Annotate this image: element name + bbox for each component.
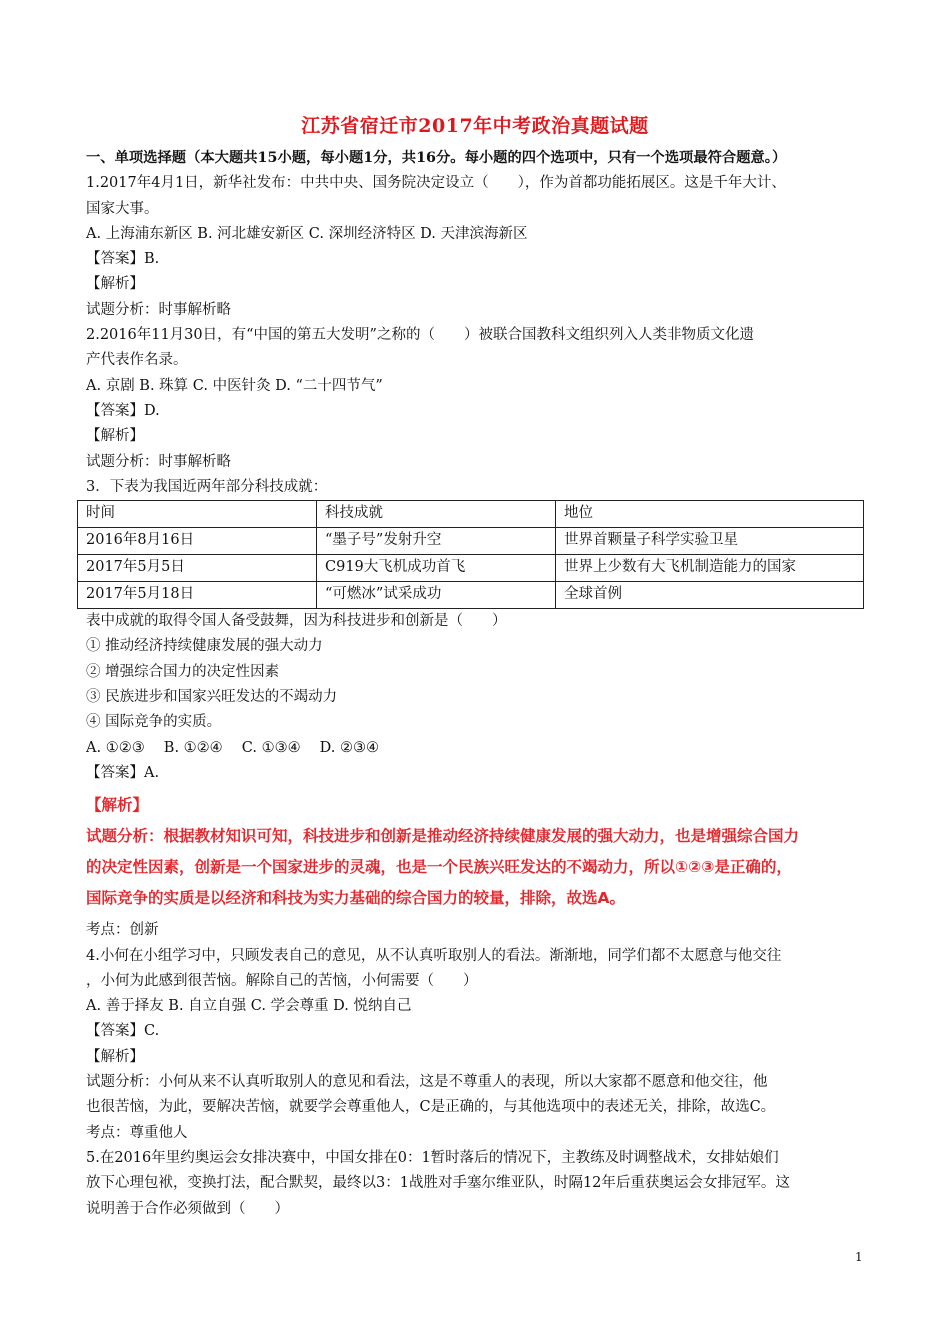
q2-analysis: 试题分析：时事解析略 [86,453,231,470]
q3-stem: 3．下表为我国近两年部分科技成就： [86,478,328,495]
table-header-row [78,501,864,528]
table-cell: “墨子号”发射升空 [317,528,556,555]
tech-achievements-table [77,500,864,609]
table-row [78,555,864,582]
table-cell: 2016年8月16日 [78,528,317,555]
q4-stem-line2: ，小何为此感到很苦恼。解除自己的苦恼，小何需要（ ） [86,972,478,989]
q2-answer: 【答案】D. [86,402,160,419]
table-row [78,528,864,555]
q3-item-3: ③ 民族进步和国家兴旺发达的不竭动力 [86,689,338,706]
q3-item-2: ② 增强综合国力的决定性因素 [86,663,280,680]
table-cell: 世界上少数有大飞机制造能力的国家 [556,555,864,582]
q3-analysis-line2: 的决定性因素，创新是一个国家进步的灵魂，也是一个民族兴旺发达的不竭动力，所以①②③是正确的， [86,858,792,877]
q3-question: 表中成就的取得令国人备受鼓舞，因为科技进步和创新是（ ） [86,613,507,630]
q4-options: A. 善于择友 B. 自立自强 C. 学会尊重 D. 悦纳自己 [86,998,412,1015]
q1-options: A. 上海浦东新区 B. 河北雄安新区 C. 深圳经济特区 D. 天津滨海新区 [86,225,528,242]
q2-stem-line2: 产代表作名录。 [86,352,188,369]
q4-stem-line1: 4.小何在小组学习中，只顾发表自己的意见，从不认真听取别人的看法。渐渐地，同学们都不太愿意与他交往 [86,947,782,964]
q5-stem-line2: 放下心理包袱，变换打法，配合默契，最终以3：1战胜对手塞尔维亚队，时隔12年后重获奥运会女排冠军。这 [86,1175,790,1192]
q3-analysis-label: 【解析】 [86,796,149,815]
q2-analysis-label: 【解析】 [86,428,144,445]
q4-analysis-label: 【解析】 [86,1048,144,1065]
table-cell: 2017年5月18日 [78,582,317,609]
section-header: 一、单项选择题（本大题共15小题，每小题1分，共16分。每小题的四个选项中，只有一个选项最符合题意。） [86,150,787,166]
q1-analysis: 试题分析：时事解析略 [86,301,231,318]
q1-stem-line1: 1.2017年4月1日，新华社发布：中共中央、国务院决定设立（ ），作为首都功能拓展区。这是千年大计、 [86,175,786,192]
table-header-cell: 科技成就 [317,501,556,528]
q4-analysis-line1: 试题分析：小何从来不认真听取别人的意见和看法，这是不尊重人的表现，所以大家都不愿意和他交往，他 [86,1074,768,1091]
q3-item-4: ④ 国际竞争的实质。 [86,714,222,731]
q5-stem-line1: 5.在2016年里约奥运会女排决赛中，中国女排在0：1暂时落后的情况下，主教练及时调整战术，女排姑娘们 [86,1149,779,1166]
document-title: 江苏省宿迁市2017年中考政治真题试题 [301,115,649,137]
q5-stem-line3: 说明善于合作必须做到（ ） [86,1200,289,1217]
q3-analysis-line1: 试题分析：根据教材知识可知，科技进步和创新是推动经济持续健康发展的强大动力，也是增强综合国力 [86,827,800,846]
table-cell: 全球首例 [556,582,864,609]
q1-analysis-label: 【解析】 [86,276,144,293]
table-cell: “可燃冰”试采成功 [317,582,556,609]
q3-answer: 【答案】A. [86,764,160,781]
table-cell: C919大飞机成功首飞 [317,555,556,582]
q3-item-1: ① 推动经济持续健康发展的强大动力 [86,638,323,655]
table-row [78,582,864,609]
q3-point: 考点：创新 [86,922,159,939]
q2-stem-line1: 2.2016年11月30日，有“中国的第五大发明”之称的（ ）被联合国教科文组织列入人类非物质文化遗 [86,327,754,344]
table-header-cell: 时间 [78,501,317,528]
q3-analysis-line3: 国际竞争的实质是以经济和科技为实力基础的综合国力的较量，排除，故选A。 [86,889,625,908]
q3-options: A. ①②③ B. ①②④ C. ①③④ D. ②③④ [86,739,380,756]
q2-options: A. 京剧 B. 珠算 C. 中医针灸 D. “二十四节气” [86,377,383,394]
table-cell: 世界首颗量子科学实验卫星 [556,528,864,555]
q4-point: 考点：尊重他人 [86,1124,188,1141]
q1-answer: 【答案】B. [86,251,160,268]
q4-answer: 【答案】C. [86,1023,160,1040]
table-header-cell: 地位 [556,501,864,528]
table-cell: 2017年5月5日 [78,555,317,582]
q4-analysis-line2: 也很苦恼，为此，要解决苦恼，就要学会尊重他人，C是正确的，与其他选项中的表述无关，排除，故选C。 [86,1099,776,1116]
q1-stem-line2: 国家大事。 [86,200,159,217]
document-body [86,146,876,1222]
page-number: 1 [855,1250,863,1264]
